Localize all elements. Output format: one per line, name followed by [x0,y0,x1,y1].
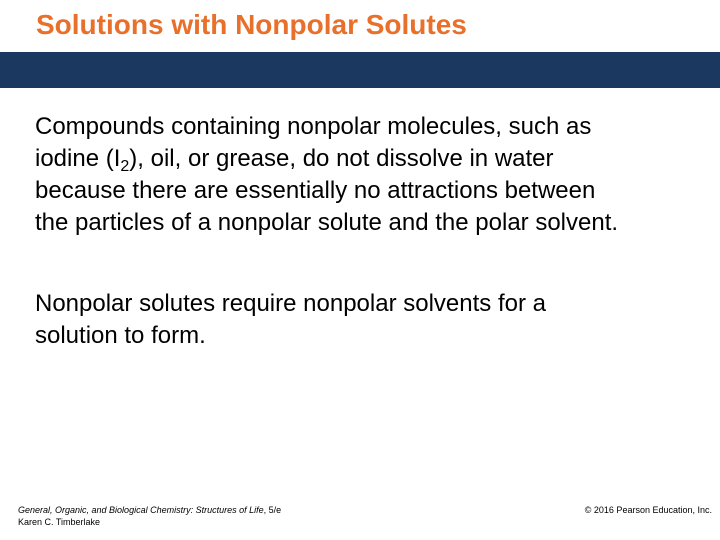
paragraph-line: the particles of a nonpolar solute and the polar solvent. [35,209,619,236]
footer-author: Karen C. Timberlake [18,517,101,527]
footer-edition: , 5/e [263,505,282,515]
iodine-subscript: 2 [120,158,130,175]
iodine-text: iodine (I [35,145,121,172]
paragraph-line-rest: ), oil, or grease, do not dissolve in water [129,145,554,172]
paragraph-line: solution to form. [35,322,206,349]
paragraph-nonpolar-compounds [35,111,715,239]
footer-book-line [18,504,281,516]
footer-copyright: © 2016 Pearson Education, Inc. [584,505,712,515]
slide-title: Solutions with Nonpolar Solutes [36,9,467,40]
title-band [0,52,720,88]
footer-book-title: General, Organic, and Biological Chemistry: Structures of Life [18,505,264,515]
paragraph-line: Nonpolar solutes require nonpolar solvents for a [35,290,546,317]
paragraph-line: Compounds containing nonpolar molecules, such as [35,113,592,140]
paragraph-nonpolar-solvents [35,288,715,352]
paragraph-line [35,143,715,175]
paragraph-line: because there are essentially no attractions between [35,177,596,204]
footer-citation [18,504,281,528]
